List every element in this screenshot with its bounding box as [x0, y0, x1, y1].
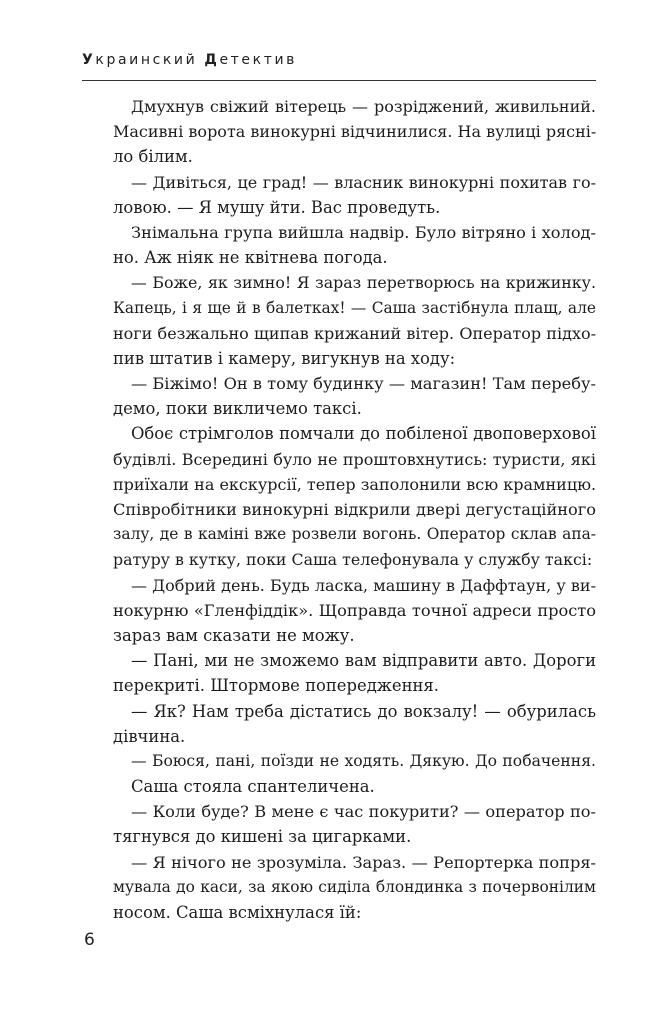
text-line: ратуру в кутку, поки Саша телефонувала у службу таксі: [113, 550, 593, 570]
text-line: Саша стояла спантеличена. [131, 777, 375, 797]
text-line: Співробітники винокурні відкрили двері дегустаційного [113, 500, 596, 519]
text-line: пив штатив і камеру, вигукнув на ходу: [113, 348, 456, 368]
text-line: — Дивіться, це град! — власник винокурні похитав го- [131, 172, 596, 192]
text-line: мувала до каси, за якою сиділа блондинка з почервонілим [113, 877, 596, 896]
text-line: — Я нічого не зрозуміла. Зараз. — Репортерка попря- [131, 852, 596, 872]
text-line: Обоє стрімголов помчали до побіленої двоповерхової [131, 424, 596, 444]
page-number: 6 [84, 930, 95, 950]
series-title-part-2: етектив [219, 52, 298, 68]
text-line: Дмухнув свіжий вітерець — розріджений, живильний. [131, 97, 596, 116]
series-title-cap-2: Д [204, 52, 220, 68]
text-line: Масивні ворота винокурні відчинилися. На вулиці рясні- [113, 122, 596, 142]
text-line: тягнувся до кишені за цигарками. [113, 827, 412, 847]
series-title-part-1: краинский [95, 52, 205, 68]
text-line: перекриті. Штормове попередження. [113, 676, 439, 696]
text-line: приїхали на екскурсії, тепер заполонили всю крамницю. [113, 474, 596, 494]
body-text [113, 94, 596, 925]
series-title-cap-1: У [82, 52, 96, 68]
text-line: нокурню «Гленфіддік». Щоправда точної адреси просто [113, 600, 596, 620]
text-line: но. Аж ніяк не квітнева погода. [113, 248, 388, 268]
text-line: Капець, і я ще й в балетках! — Саша застібнула плащ, але [113, 298, 596, 317]
text-line: ло білим. [113, 147, 193, 167]
text-line: Знімальна група вийшла надвір. Було вітряно і холод- [131, 222, 596, 242]
text-line: дівчина. [113, 726, 186, 746]
text-line: — Як? Нам треба дістатись до вокзалу! — обурилась [131, 701, 596, 721]
text-line: — Боже, як зимно! Я зараз перетворюсь на крижинку. [131, 273, 596, 293]
text-line: — Біжімо! Он в тому будинку — магазин! Там перебу- [131, 374, 596, 394]
text-line: — Пані, ми не зможемо вам відправити авто. Дороги [131, 651, 596, 671]
text-line: ловою. — Я мушу йти. Вас проведуть. [113, 197, 441, 217]
header-rule [82, 80, 596, 81]
text-line: демо, поки викличемо таксі. [113, 399, 362, 419]
text-line: ноги безжально щипав крижаний вітер. Оператор підхо- [113, 323, 596, 343]
text-line: будівлі. Всередині було не проштовхнутись: туристи, які [113, 449, 596, 469]
running-header [82, 52, 297, 68]
text-line: — Коли буде? В мене є час покурити? — оператор по- [131, 802, 596, 822]
text-line: — Боюся, пані, поїзди не ходять. Дякую. До побачення. [131, 751, 596, 770]
text-line: залу, де в каміні вже розвели вогонь. Оператор склав апа- [113, 525, 596, 544]
text-line: зараз вам сказати не можу. [113, 625, 355, 645]
text-line: носом. Саша всміхнулася їй: [113, 903, 362, 922]
text-line: — Добрий день. Будь ласка, машину в Даффтаун, у ви- [131, 575, 596, 595]
